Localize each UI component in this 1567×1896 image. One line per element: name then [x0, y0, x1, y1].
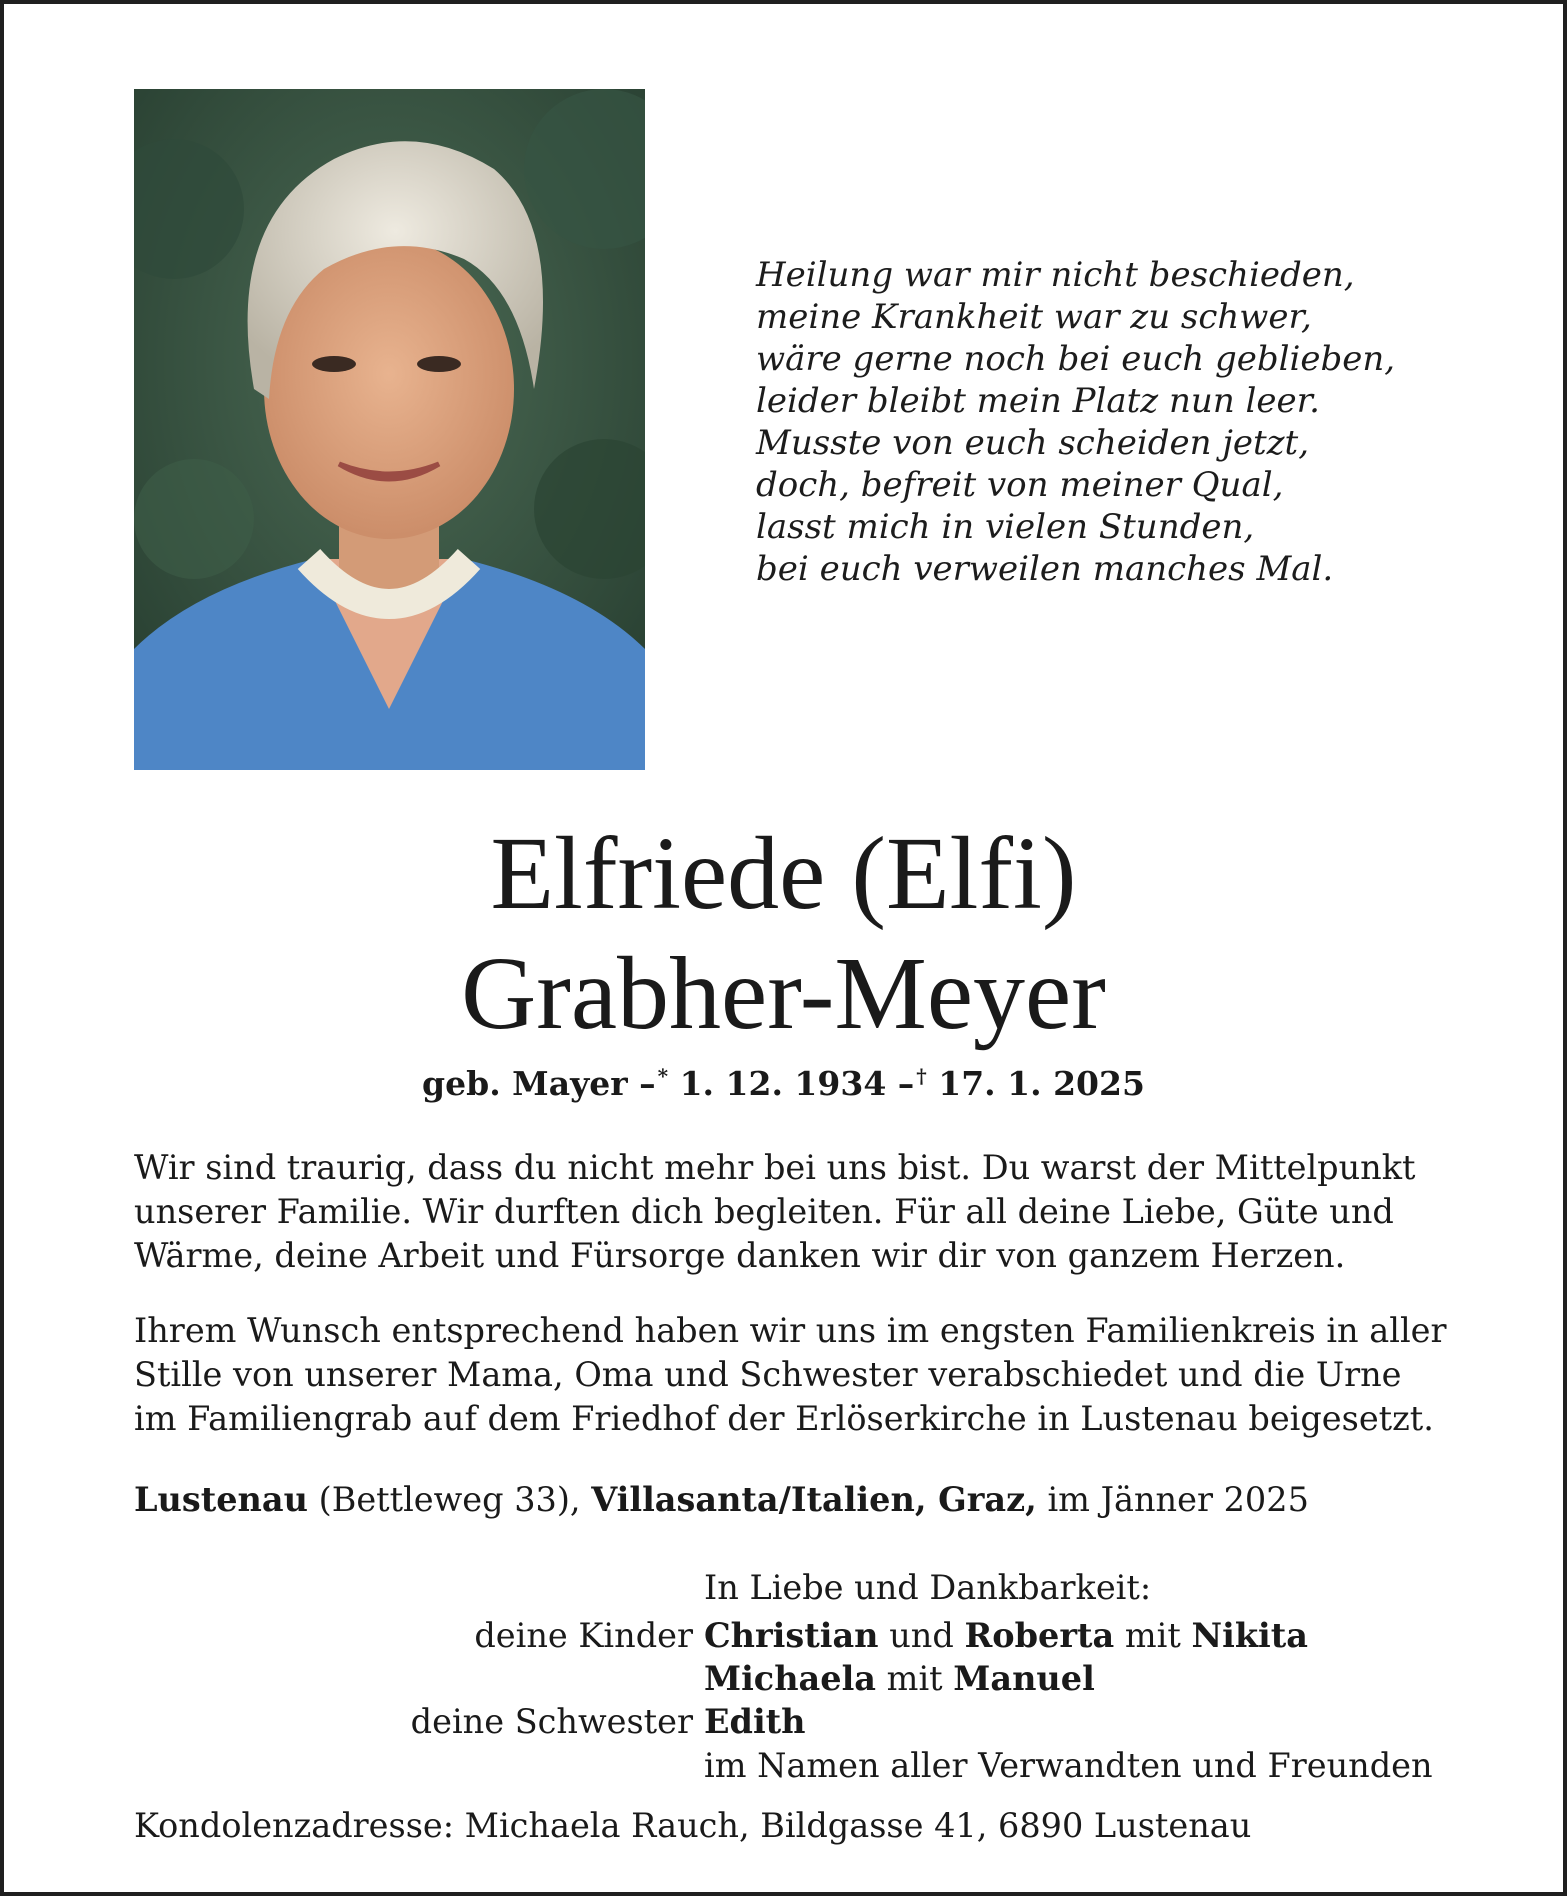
farewell-paragraph	[134, 1146, 1444, 1278]
conjunction: mit	[886, 1659, 943, 1698]
signature-intro: In Liebe und Dankbarkeit:	[704, 1568, 1152, 1607]
portrait-photo	[134, 89, 645, 770]
sister-label: deine Schwester	[410, 1702, 693, 1741]
conjunction: mit	[1124, 1616, 1181, 1655]
funeral-paragraph	[134, 1309, 1447, 1441]
place-and-date	[134, 1478, 1444, 1522]
child-name: Christian	[704, 1616, 879, 1655]
address: (Bettleweg 33),	[318, 1480, 581, 1519]
birth-symbol: *	[657, 1064, 669, 1088]
poem-line: bei euch verweilen manches Mal.	[756, 549, 1334, 589]
poem-line: Heilung war mir nicht beschieden,	[756, 255, 1355, 295]
child-name: Michaela	[704, 1659, 877, 1698]
born-name: geb. Mayer –	[422, 1064, 656, 1103]
portrait-image	[134, 89, 645, 770]
grandchild-name: Manuel	[953, 1659, 1095, 1698]
poem-line: meine Krankheit war zu schwer,	[756, 297, 1312, 337]
death-symbol: †	[916, 1064, 927, 1088]
poem-line: wäre gerne noch bei euch geblieben,	[756, 339, 1396, 379]
paragraph-line: Wärme, deine Arbeit und Fürsorge danken wir dir von ganzem Herzen.	[134, 1236, 1346, 1275]
child-name: Roberta	[964, 1616, 1115, 1655]
poem-line: lasst mich in vielen Stunden,	[756, 507, 1255, 547]
children-label: deine Kinder	[474, 1616, 693, 1655]
poem-line: leider bleibt mein Platz nun leer.	[756, 381, 1320, 421]
paragraph-line: Stille von unserer Mama, Oma und Schwester verabschiedet und die Urne	[134, 1355, 1402, 1394]
paragraph-line: unserer Familie. Wir durften dich begleiten. Für all deine Liebe, Güte und	[134, 1192, 1394, 1231]
paragraph-line: im Familiengrab auf dem Friedhof der Erlöserkirche in Lustenau beigesetzt.	[134, 1399, 1434, 1438]
death-date: 17. 1. 2025	[938, 1064, 1145, 1103]
town: Lustenau	[134, 1480, 308, 1519]
poem-line: doch, befreit von meiner Qual,	[756, 465, 1284, 505]
other-places: Villasanta/Italien, Graz,	[591, 1480, 1037, 1519]
birth-date: 1. 12. 1934 –	[679, 1064, 915, 1103]
paragraph-line: Wir sind traurig, dass du nicht mehr bei uns bist. Du warst der Mittelpunkt	[134, 1148, 1416, 1187]
date-line: im Jänner 2025	[1047, 1480, 1309, 1519]
children-line-2	[704, 1657, 1095, 1701]
deceased-name-line2: Grabher-Meyer	[461, 936, 1106, 1051]
condolence-address: Kondolenzadresse: Michaela Rauch, Bildgasse 41, 6890 Lustenau	[134, 1806, 1252, 1845]
deceased-name-line1: Elfriede (Elfi)	[490, 816, 1077, 931]
life-dates	[4, 1056, 1563, 1104]
poem	[756, 254, 1456, 590]
sister-name: Edith	[704, 1702, 806, 1741]
children-line	[704, 1614, 1308, 1658]
conjunction: und	[889, 1616, 954, 1655]
poem-line: Musste von euch scheiden jetzt,	[756, 423, 1310, 463]
signature-closing: im Namen aller Verwandten und Freunden	[704, 1746, 1433, 1785]
paragraph-line: Ihrem Wunsch entsprechend haben wir uns im engsten Familienkreis in aller	[134, 1311, 1447, 1350]
grandchild-name: Nikita	[1191, 1616, 1308, 1655]
